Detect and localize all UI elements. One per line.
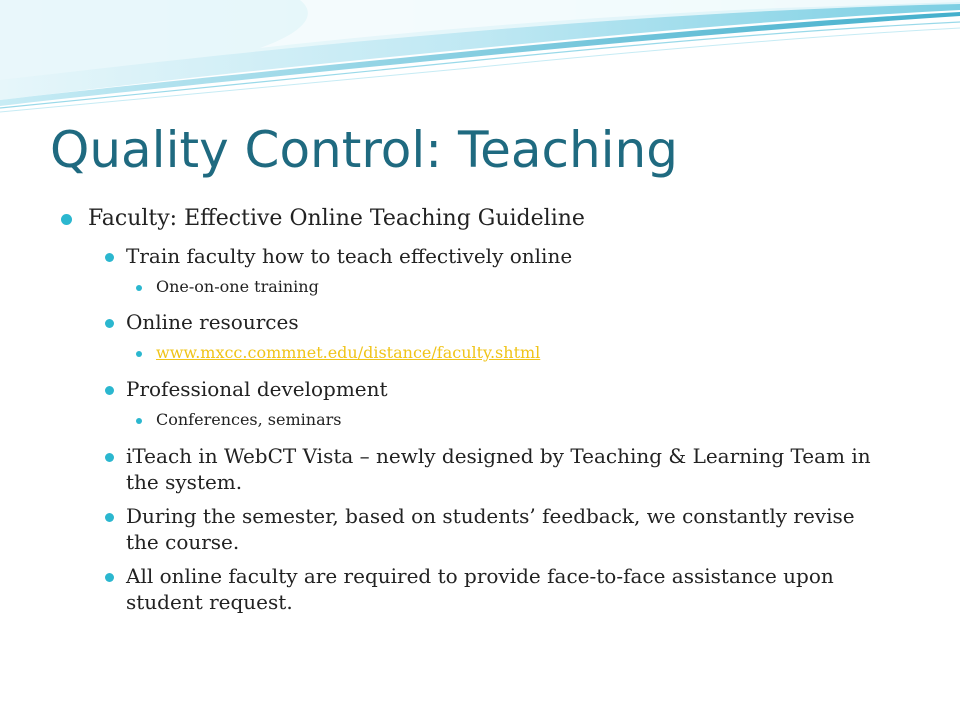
list-item xyxy=(135,410,920,431)
bullet-icon xyxy=(105,386,114,395)
list-item xyxy=(105,376,886,402)
bullet-icon xyxy=(61,214,72,225)
list-item-text: One-on-one training xyxy=(156,276,319,296)
list-item-text: All online faculty are required to provide face-to-face assistance upon student request. xyxy=(126,563,834,614)
list-item xyxy=(60,205,920,233)
list-item xyxy=(135,277,920,298)
list-item xyxy=(105,503,886,555)
faculty-resources-link[interactable]: www.mxcc.commnet.edu/distance/faculty.shtml xyxy=(156,343,541,363)
bullet-icon xyxy=(136,351,142,357)
list-item-text: Professional development xyxy=(126,377,388,402)
bullet-icon xyxy=(105,453,114,462)
list-item xyxy=(105,309,886,335)
slide-title: Quality Control: Teaching xyxy=(50,121,678,179)
list-item-text: During the semester, based on students’ feedback, we constantly revise the course. xyxy=(126,503,855,554)
bullet-icon xyxy=(136,418,142,424)
list-item xyxy=(105,563,886,615)
list-item-text: Train faculty how to teach effectively online xyxy=(126,243,573,268)
bullet-icon xyxy=(105,253,114,262)
header-wave-decoration xyxy=(0,0,960,120)
list-item xyxy=(105,443,886,495)
bullet-icon xyxy=(136,285,142,291)
list-item-text: Online resources xyxy=(126,310,299,335)
bullet-icon xyxy=(105,319,114,328)
list-item-text: Conferences, seminars xyxy=(156,410,342,430)
list-item-text: Faculty: Effective Online Teaching Guideline xyxy=(88,206,585,231)
list-item-text: iTeach in WebCT Vista – newly designed by Teaching & Learning Team in the system. xyxy=(126,443,871,494)
bullet-icon xyxy=(105,573,114,582)
bullet-icon xyxy=(105,513,114,522)
list-item xyxy=(135,343,920,364)
bullet-list xyxy=(60,205,920,623)
list-item xyxy=(105,243,886,269)
